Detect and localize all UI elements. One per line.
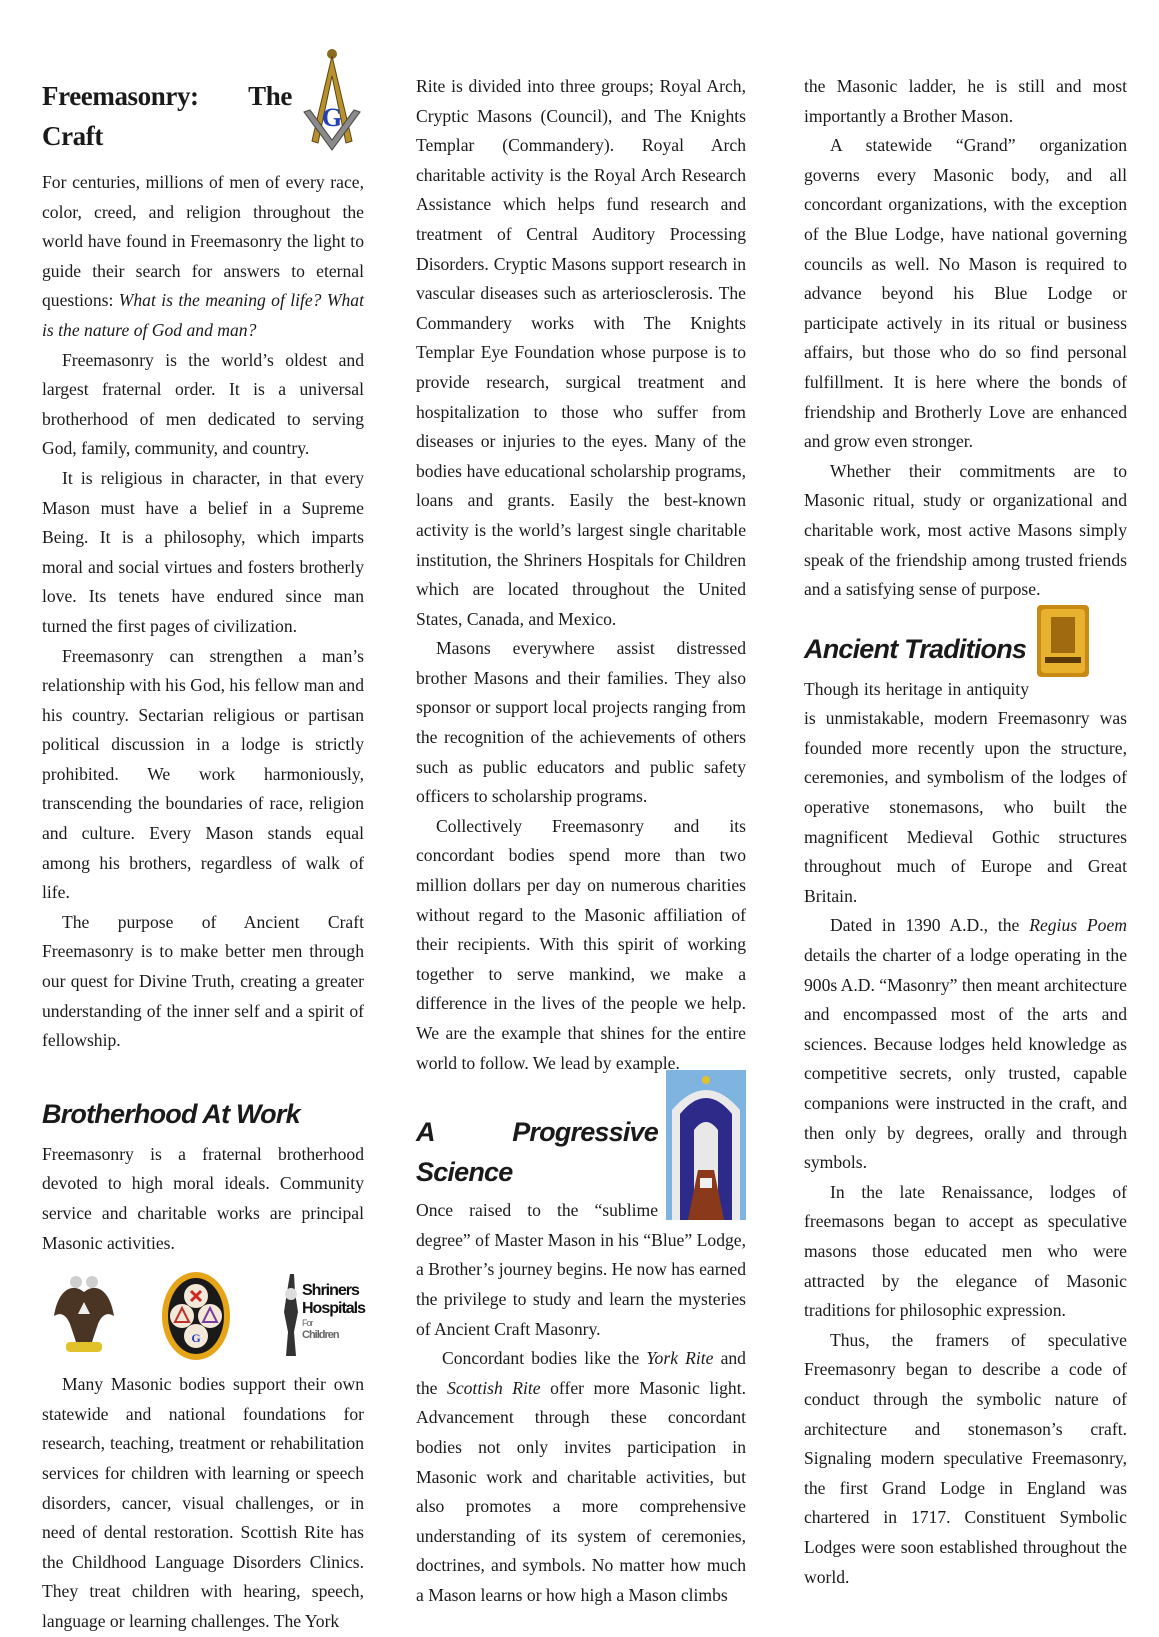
square-and-compass-icon [302,46,362,158]
paragraph: Freemasonry is a fraternal brotherhood devoted to high moral ideals. Community service and charitable works are principal Masonic activities. [42,1143,364,1253]
paragraph: For centuries, millions of men of every race, color, creed, and religion throughout the world have found in Freemasonry the light to guide their search for answers to eternal questions: What is the meaning of life? What is the nature of God and man? [42,172,364,340]
lodge-interior-image [1037,605,1089,677]
paragraph: Freemasonry can strengthen a man’s relationship with his God, his fellow man and his country. Sectarian religious or partisan political discussion in a lodge is strictly prohibited. We work harmoniously, transcending the boundaries of race, religion and culture. Every Mason stands equal among his brothers, regardless of walk of life. [42,645,364,903]
child-figure-icon [280,1272,302,1358]
paragraph: Dated in 1390 A.D., the Regius Poem details the charter of a lodge operating in the 900s A.D. “Masonry” then meant architecture and encompassed most of the arts and sciences. Because lodges held knowledge as competitive secrets, only trusted, capable companions were instructed in the craft, and then only by degrees, orally and through symbols. [804,915,1127,1173]
paragraph: Whether their commitments are to Masonic ritual, study or organizational and charitable work, most active Masons simply speak of the friendship among trusted friends and a satisfying sense of purpose. [804,460,1127,600]
svg-text:G: G [191,1331,201,1346]
paragraph: Rite is divided into three groups; Royal Arch, Cryptic Masons (Council), and The Knights Templar (Commandery). Royal Arch charitable activity is the Royal Arch Research Assistance which helps fund research and treatment of Central Auditory Processing Disorders. Cryptic Masons support research in vascular diseases such as arteriosclerosis. The Commandery works with The Knights Templar Eye Foundation whose purpose is to provide research, surgical treatment and hospitalization to those who suffer from diseases or injuries to the eyes. Many of the bodies have educational scholarship programs, loans and grants. Easily the best-known activity is the world’s largest single charitable institution, the Shriners Hospitals for Children which are located throughout the United States, Canada, and Mexico. [416,76,746,629]
lodge-tracing-board-image [666,1070,746,1220]
shriners-hospitals-logo [280,1272,366,1358]
square-compass-emblem [302,46,362,158]
shriners-text: Shriners Hospitals For Children [302,1282,366,1342]
section-heading: Brotherhood At Work [42,1098,300,1129]
page-title: Freemasonry: The Craft [42,81,292,151]
double-headed-eagle-icon [52,1272,116,1358]
paragraph: the Masonic ladder, he is still and most importantly a Brother Mason. [804,76,1127,126]
section-heading: Ancient Traditions [804,633,1027,664]
paragraph: Freemasonry is the world’s oldest and largest fraternal order. It is a universal brotherhood of men dedicated to serving God, family, community, and country. [42,349,364,459]
paragraph: Many Masonic bodies support their own statewide and national foundations for research, teaching, treatment or rehabilitation services for children with learning or speech disorders, cancer, visual challenges, or in need of dental restoration. Scottish Rite has the Childhood Language Disorders Clinics. They treat children with hearing, speech, language or learning challenges. The York [42,1374,364,1631]
section-heading: A Progressive Science [416,1117,658,1188]
paragraph: Though its heritage in antiquity is unmistakable, modern Freemasonry was founded more recently upon the structure, ceremonies, and symbolism of the lodges of operative stonemasons, who built the magnificent Medieval Gothic structures throughout much of Europe and Great Britain. [804,678,1127,906]
paragraph: It is religious in character, in that every Mason must have a belief in a Supreme Being. It is a philosophy, which imparts moral and social virtues and fosters brotherly love. Its tenets have endured since man turned the first pages of civilization. [42,467,364,636]
column-3 [804,72,1127,1592]
logo-row [42,1266,364,1366]
lodge-room-icon [1037,605,1089,677]
paragraph: Once raised to the “sublime degree” of Master Mason in his “Blue” Lodge, a Brother’s journey begins. He now has earned the privilege to study and learn the mysteries of Ancient Craft Masonry. [416,1200,746,1339]
column-2 [416,72,746,1611]
paragraph: The purpose of Ancient Craft Freemasonry is to make better men through our quest for Divine Truth, creating a greater understanding of the inner self and a spirit of fellowship. [42,911,364,1051]
column-1 [42,60,364,1637]
svg-text:G: G [321,103,343,132]
paragraph: Masons everywhere assist distressed brother Masons and their families. They also sponsor or support local projects ranging from the recognition of the achievements of others such as public educators and public safety officers to scholarship programs. [416,638,746,807]
paragraph: Thus, the framers of speculative Freemasonry began to describe a code of conduct through the symbolic nature of architecture and stonemason’s craft. Signaling modern speculative Freemasonry, the first Grand Lodge in England was chartered in 1717. Constituent Symbolic Lodges were soon established throughout the world. [804,1329,1127,1587]
paragraph: In the late Renaissance, lodges of freemasons began to accept as speculative masons those educated men who were attracted by the elegance of Masonic traditions for philosophic expression. [804,1181,1127,1321]
paragraph: Collectively Freemasonry and its concordant bodies spend more than two million dollars per day on numerous charities without regard to the Masonic affiliation of their recipients. With this spirit of working together to serve mankind, we make a difference in the lives of the people we help. We are the example that shines for the entire world to follow. We lead by example. [416,815,746,1073]
york-rite-emblem-icon [160,1270,232,1362]
paragraph: A statewide “Grand” organization governs every Masonic body, and all concordant organizations, with the exception of the Blue Lodge, have national governing councils as well. No Mason is required to advance beyond his Blue Lodge or participate actively in its ritual or business affairs, but those who do so find personal fulfillment. It is here where the bonds of friendship and Brotherly Love are enhanced and grow even stronger. [804,135,1127,452]
tracing-board-icon [666,1070,746,1220]
paragraph: Concordant bodies like the York Rite and the Scottish Rite offer more Masonic light. Advancement through these concordant bodies not only invites participation in Masonic work and charitable activities, but also promotes a more comprehensive understanding of its system of ceremonies, doctrines, and symbols. No matter how much a Mason learns or how high a Mason climbs [416,1348,746,1605]
